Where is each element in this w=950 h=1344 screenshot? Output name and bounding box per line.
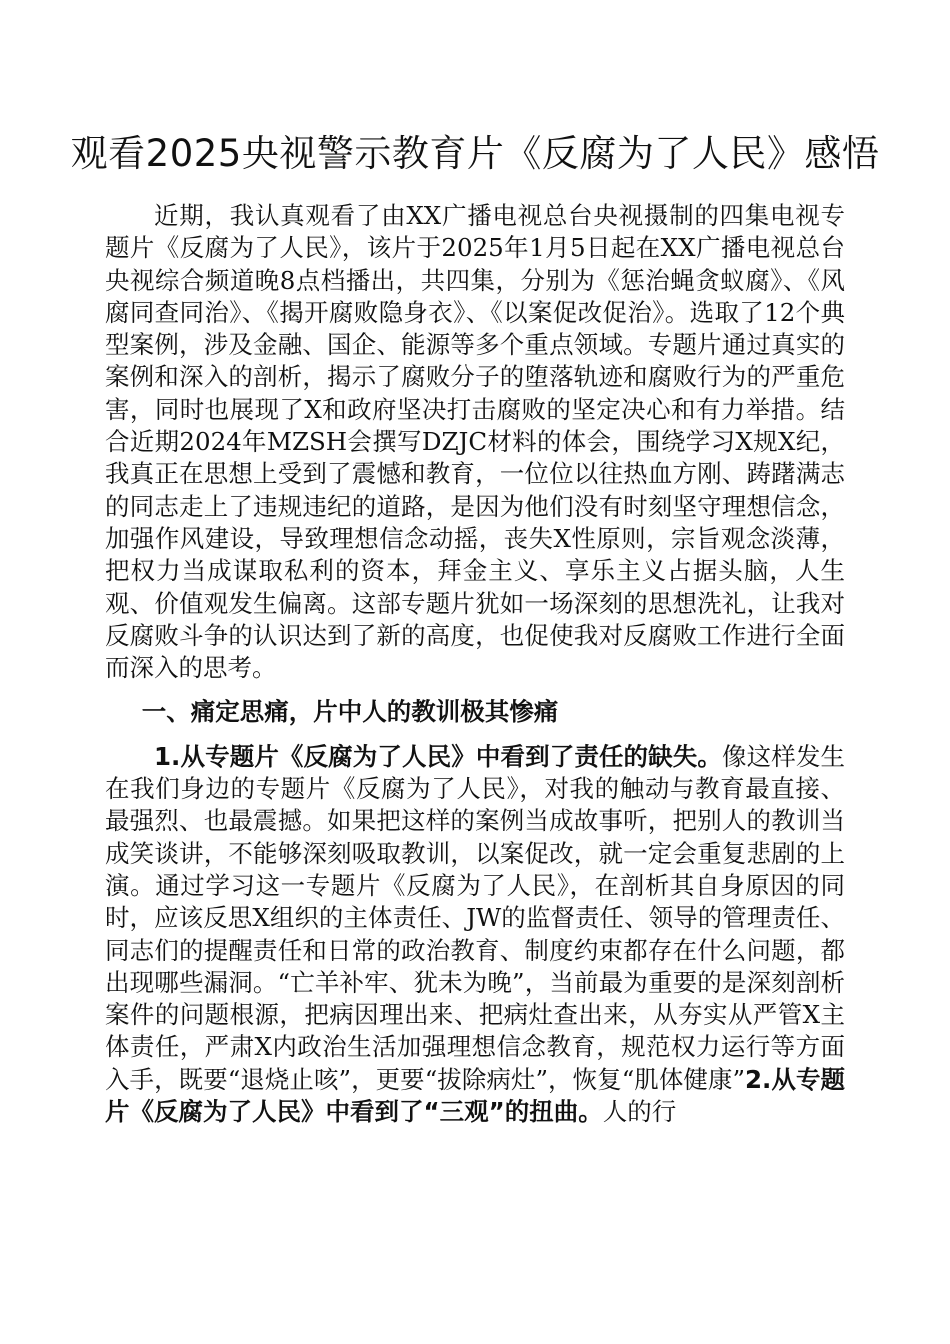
- point-2-body: 人的行: [602, 1097, 677, 1127]
- intro-paragraph: 近期，我认真观看了由XX广播电视总台央视摄制的四集电视专题片《反腐为了人民》，该片于2025年1月5日起在XX广播电视总台央视综合频道晚8点档播出，共四集，分别为《惩治蝇贪蚁腐》、《风腐同查同治》、《揭开腐败隐身衣》、《以案促改促治》。选取了12个典型案例，涉及金融、国企、能源等多个重点领域。专题片通过真实的案例和深入的剖析，揭示了腐败分子的堕落轨迹和腐败行为的严重危害，同时也展现了X和政府坚决打击腐败的坚定决心和有力举措。结合近期2024年MZSH会撰写DZJC材料的体会，围绕学习X规X纪，我真正在思想上受到了震憾和教育，一位位以往热血方刚、踌躇满志的同志走上了违规违纪的道路，是因为他们没有时刻坚守理想信念，加强作风建设，导致理想信念动摇，丧失X性原则，宗旨观念淡薄，把权力当成谋取私利的资本，拜金主义、享乐主义占据头脑，人生观、价值观发生偏离。这部专题片犹如一场深刻的思想洗礼，让我对反腐败斗争的认识达到了新的高度，也促使我对反腐败工作进行全面而深入的思考。: [105, 201, 845, 683]
- point-1-body: 像这样发生在我们身边的专题片《反腐为了人民》，对我的触动与教育最直接、最强烈、也最震撼。如果把这样的案例当成故事听，把别人的教训当成笑谈讲，不能够深刻吸取教训，以案促改，就一定会重复悲剧的上演。通过学习这一专题片《反腐为了人民》，在剖析其自身原因的同时，应该反思X组织的主体责任、JW的监督责任、领导的管理责任、同志们的提醒责任和日常的政治教育、制度约束都存在什么问题，都出现哪些漏洞。“亡羊补牢、犹未为晚”，当前最为重要的是深刻剖析案件的问题根源，把病因理出来、把病灶查出来，从夯实从严管X主体责任，严肃X内政治生活加强理想信念教育，规范权力运行等方面入手，既要“退烧止咳”，更要“拔除病灶”，恢复“肌体健康”: [105, 741, 845, 1094]
- point-2-title: 2.从专题片《反腐为了人民》中看到了“三观”的扭曲。: [105, 1064, 845, 1127]
- document-body: [105, 200, 845, 1128]
- section-heading-1: 一、痛定思痛，片中人的教训极其惨痛: [141, 697, 559, 727]
- point-paragraph: [105, 741, 845, 1129]
- document-title: 观看2025央视警示教育片《反腐为了人民》感悟: [70, 132, 880, 175]
- point-1-title: 1.从专题片《反腐为了人民》中看到了责任的缺失。: [154, 741, 723, 771]
